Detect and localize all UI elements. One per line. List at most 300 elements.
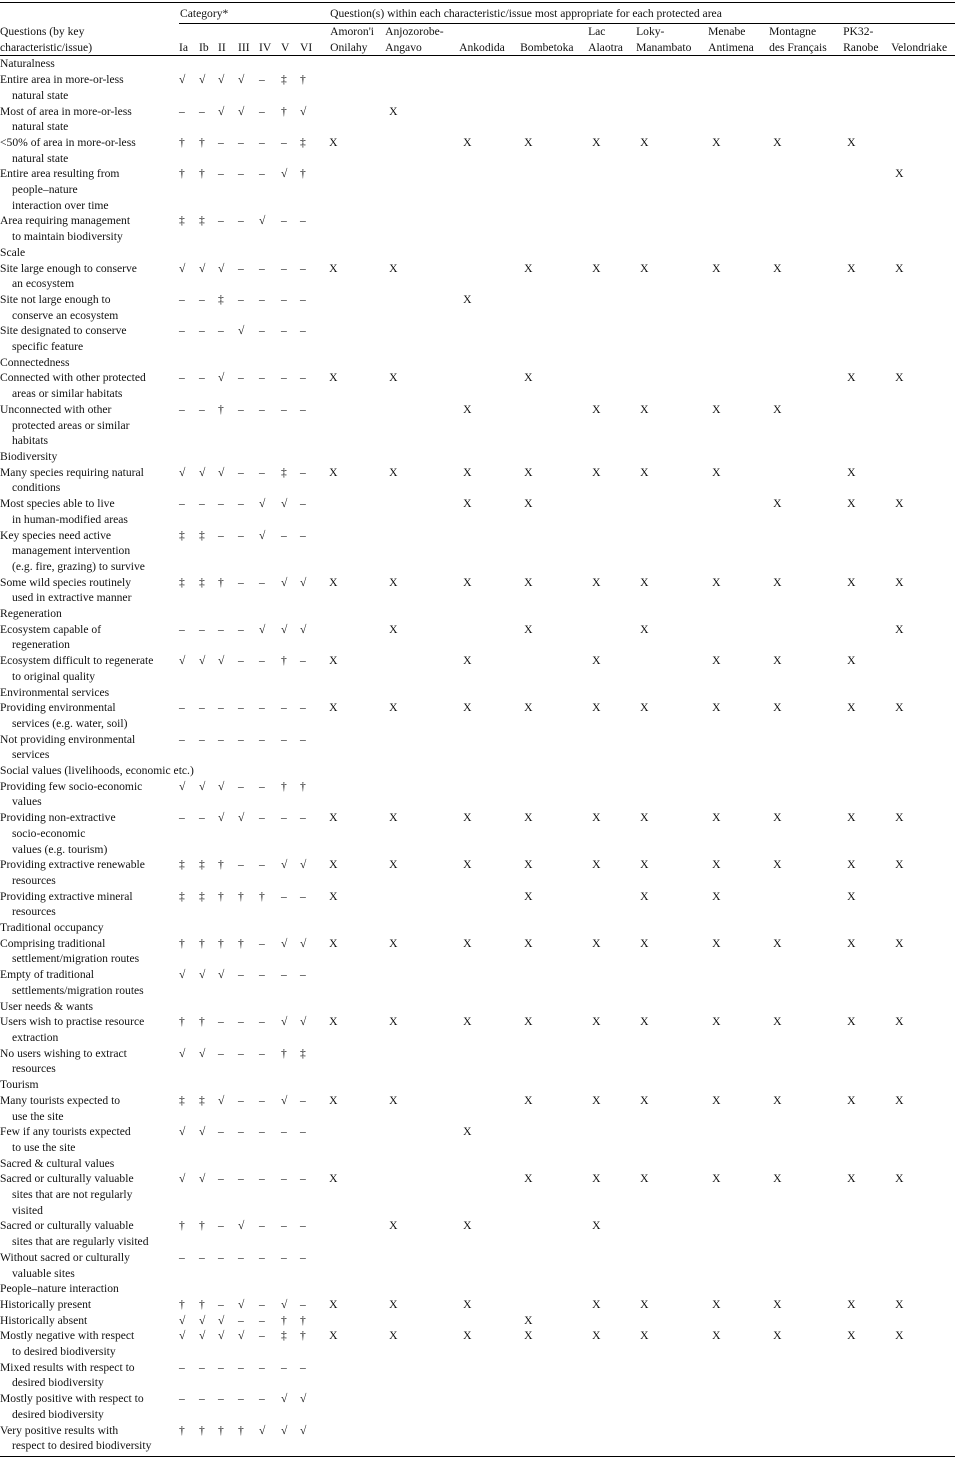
question-line: Ecosystem difficult to regenerate [0,654,154,668]
category-mark: ‡ [179,575,185,589]
question-row [0,653,955,684]
question-row [0,1313,955,1329]
site-mark: X [895,497,904,511]
category-column-header: VI [300,24,325,56]
category-mark: – [238,1250,244,1264]
question-row [0,292,955,323]
site-mark: X [329,261,338,275]
category-mark: √ [281,1297,288,1311]
site-mark: X [640,889,649,903]
site-mark [588,496,636,527]
site-mark [636,213,708,244]
site-mark [325,323,385,354]
question-text [0,889,179,920]
site-header-line: Lac [588,25,606,38]
site-mark [843,1313,891,1329]
question-text [0,323,179,354]
category-mark: √ [238,811,245,825]
section-heading: Naturalness [0,57,55,71]
category-mark: – [238,1360,244,1374]
question-line: Many species requiring natural [0,465,144,479]
site-mark [769,1423,843,1454]
site-mark: X [773,701,782,715]
site-mark [636,370,708,401]
site-mark [708,1046,769,1077]
category-mark: ‡ [300,135,306,149]
category-mark: – [281,732,287,746]
site-mark: X [524,497,533,511]
section-row [0,355,955,371]
category-mark: – [238,465,244,479]
question-row [0,1124,955,1155]
site-mark: X [592,1329,601,1343]
category-mark: – [300,1125,306,1139]
site-mark [385,732,459,763]
site-mark [708,1218,769,1249]
site-mark: X [524,1015,533,1029]
category-mark: – [238,1093,244,1107]
site-mark: X [592,701,601,715]
category-mark: – [218,1219,224,1233]
category-mark: – [259,73,265,87]
site-mark [708,323,769,354]
site-mark [520,72,588,103]
category-mark: – [218,1392,224,1406]
category-mark: – [238,1172,244,1186]
site-mark [708,1423,769,1454]
question-line: Providing environmental [0,701,116,715]
site-mark: X [463,575,472,589]
site-mark [708,1391,769,1422]
question-row [0,370,955,401]
site-mark: X [592,1015,601,1029]
site-mark: X [640,1172,649,1186]
site-mark [459,1093,520,1124]
site-mark: X [847,701,856,715]
site-mark: X [712,701,721,715]
category-mark: – [300,701,306,715]
category-mark: √ [179,465,186,479]
site-mark [459,1171,520,1218]
site-mark [891,104,955,135]
site-mark [588,528,636,575]
category-mark: √ [199,1329,206,1343]
site-mark [843,622,891,653]
question-line: Most of area in more-or-less [0,104,132,118]
category-mark: √ [218,1093,225,1107]
site-mark [769,1250,843,1281]
category-mark: – [238,528,244,542]
site-mark [636,1423,708,1454]
question-line: to maintain biodiversity [12,230,123,244]
site-mark: X [389,1219,398,1233]
category-mark: † [281,1046,287,1060]
category-mark: – [218,732,224,746]
site-mark [769,528,843,575]
category-mark: – [259,858,265,872]
category-mark: – [179,622,185,636]
site-mark: X [773,1172,782,1186]
question-line: sites that are regularly visited [12,1235,149,1249]
category-mark: – [238,622,244,636]
site-mark [636,1046,708,1077]
category-mark: ‡ [179,889,185,903]
site-mark [385,779,459,810]
site-mark [769,1218,843,1249]
site-mark [325,732,385,763]
site-mark [769,292,843,323]
category-mark: √ [281,167,288,181]
site-mark [843,104,891,135]
category-mark: – [259,936,265,950]
category-mark: † [179,135,185,149]
category-mark: – [179,1360,185,1374]
site-mark [588,1124,636,1155]
category-mark: – [259,135,265,149]
site-mark [520,653,588,684]
category-mark: √ [218,261,225,275]
site-mark: X [847,575,856,589]
question-line: an ecosystem [12,277,75,291]
question-row [0,779,955,810]
question-row [0,323,955,354]
category-mark: – [281,1250,287,1264]
category-mark: – [259,1046,265,1060]
category-mark: – [238,575,244,589]
question-line: values [12,795,42,809]
site-mark: X [773,858,782,872]
category-mark: – [199,104,205,118]
site-mark [325,967,385,998]
question-text [0,402,179,449]
category-mark: √ [238,324,245,338]
site-mark: X [389,858,398,872]
site-mark [891,1391,955,1422]
site-mark [385,1250,459,1281]
site-mark [636,1250,708,1281]
question-text [0,104,179,135]
question-text [0,1297,179,1313]
site-mark [769,967,843,998]
category-mark: √ [218,371,225,385]
question-text [0,1046,179,1077]
category-mark: ‡ [199,528,205,542]
category-mark: – [179,371,185,385]
site-mark: X [389,104,398,118]
category-mark: √ [300,858,307,872]
category-mark: √ [199,779,206,793]
category-mark: ‡ [281,465,287,479]
category-mark: – [300,968,306,982]
site-mark: X [847,1297,856,1311]
question-row [0,1360,955,1391]
category-mark: – [300,292,306,306]
question-row [0,575,955,606]
site-column-header [459,24,520,56]
category-mark: – [300,261,306,275]
site-mark [325,528,385,575]
category-mark: √ [179,1046,186,1060]
question-line: natural state [12,120,69,134]
question-line: Key species need active [0,528,112,542]
site-column-header [325,24,385,56]
site-mark: X [592,465,601,479]
site-mark: X [463,1297,472,1311]
category-mark: – [259,324,265,338]
question-line: socio-economic [12,826,86,840]
category-mark: √ [238,1219,245,1233]
category-mark: – [259,1313,265,1327]
site-mark: X [592,575,601,589]
question-line: Empty of traditional [0,968,95,982]
site-mark [891,1250,955,1281]
site-mark: X [895,858,904,872]
category-mark: √ [238,104,245,118]
site-mark: X [773,654,782,668]
site-mark: X [463,1125,472,1139]
category-mark: – [281,1172,287,1186]
category-mark: – [238,1015,244,1029]
site-mark [520,732,588,763]
category-mark: – [238,732,244,746]
category-mark: √ [218,104,225,118]
site-mark: X [712,936,721,950]
category-mark: √ [300,1423,307,1437]
site-header-line: Ranobe [843,40,879,54]
site-mark: X [895,167,904,181]
category-mark: † [179,936,185,950]
site-mark [843,323,891,354]
section-row [0,245,955,261]
question-line: values (e.g. tourism) [12,842,108,856]
question-text [0,1093,179,1124]
category-mark: – [179,402,185,416]
category-mark: – [199,1392,205,1406]
site-mark: X [524,1313,533,1327]
site-mark [325,292,385,323]
category-mark: † [218,402,224,416]
site-mark: X [389,1297,398,1311]
site-mark [459,213,520,244]
category-mark: – [300,402,306,416]
category-mark: ‡ [281,1329,287,1343]
site-mark: X [895,1329,904,1343]
question-line: to use the site [12,1140,76,1154]
category-mark: † [199,1423,205,1437]
site-mark [520,166,588,213]
category-mark: – [259,968,265,982]
site-mark [769,323,843,354]
question-text [0,857,179,888]
question-line: settlement/migration routes [12,952,140,966]
question-text [0,261,179,292]
category-mark: – [238,968,244,982]
site-mark [459,323,520,354]
site-mark: X [329,654,338,668]
category-mark: – [218,1015,224,1029]
site-mark [325,1391,385,1422]
site-mark: X [329,1172,338,1186]
category-mark: √ [199,1046,206,1060]
site-mark: X [847,371,856,385]
category-mark: √ [199,654,206,668]
site-mark [636,166,708,213]
category-mark: √ [218,1329,225,1343]
category-mark: – [199,811,205,825]
site-mark [636,732,708,763]
section-heading: Social values (livelihoods, economic etc.) [0,764,194,778]
site-mark [636,1391,708,1422]
site-mark: X [524,811,533,825]
category-mark: † [179,167,185,181]
site-mark: X [389,811,398,825]
site-mark: X [463,654,472,668]
question-line: specific feature [12,340,84,354]
site-mark [459,1250,520,1281]
site-header-line: Bombetoka [520,40,574,54]
site-mark: X [773,497,782,511]
category-mark: – [259,1015,265,1029]
site-mark: X [773,135,782,149]
category-mark: – [199,497,205,511]
category-mark: √ [300,575,307,589]
category-mark: √ [300,622,307,636]
site-mark [843,732,891,763]
question-line: Entire area resulting from [0,167,120,181]
site-mark: X [712,575,721,589]
site-mark: X [773,1015,782,1029]
section-heading: People–nature interaction [0,1282,119,1296]
question-line: Sacred or culturally valuable [0,1219,134,1233]
question-row [0,1297,955,1313]
category-mark: – [281,292,287,306]
site-mark: X [773,936,782,950]
site-mark [325,402,385,449]
category-mark: – [238,497,244,511]
category-label: Category* [180,7,229,20]
site-mark: X [773,261,782,275]
category-mark: – [179,1250,185,1264]
category-mark: √ [281,936,288,950]
site-mark: X [592,402,601,416]
site-mark: X [712,858,721,872]
questions-column-header [0,24,179,56]
question-line: desired biodiversity [12,1376,104,1390]
category-mark: √ [281,497,288,511]
category-mark: √ [179,968,186,982]
category-mark: † [199,936,205,950]
category-mark: – [259,292,265,306]
section-row [0,606,955,622]
category-mark: – [300,465,306,479]
question-row [0,402,955,449]
site-mark [325,1218,385,1249]
question-line: extraction [12,1031,59,1044]
site-mark [385,135,459,166]
site-mark: X [895,371,904,385]
category-mark: √ [281,1392,288,1406]
site-mark: X [389,261,398,275]
category-mark: √ [281,575,288,589]
site-mark: X [895,1172,904,1186]
site-mark [708,779,769,810]
site-mark [459,732,520,763]
question-line: resources [12,1062,56,1076]
section-row [0,999,955,1015]
category-mark: √ [199,465,206,479]
site-column-header [891,24,955,56]
site-mark [843,1250,891,1281]
site-mark: X [524,701,533,715]
category-mark: – [259,371,265,385]
site-mark: X [389,701,398,715]
site-mark [588,1313,636,1329]
category-mark: – [218,1172,224,1186]
question-line: services (e.g. water, soil) [12,716,128,730]
category-mark: † [218,858,224,872]
question-line: regeneration [12,638,70,652]
question-text [0,528,179,575]
question-text [0,1360,179,1391]
site-header-line: Anjozorobe- [385,25,444,38]
category-mark: √ [281,1015,288,1029]
category-mark: – [259,261,265,275]
question-text [0,1171,179,1218]
category-mark: – [300,214,306,228]
site-mark [385,213,459,244]
category-column-header: Ia [179,24,199,56]
category-mark: √ [218,1313,225,1327]
site-mark [769,465,843,496]
question-line: Without sacred or culturally [0,1250,130,1264]
question-line: protected areas or similar [12,418,130,432]
question-line: (e.g. fire, grazing) to survive [12,559,145,573]
site-mark [459,166,520,213]
category-mark: – [281,701,287,715]
site-mark: X [847,889,856,903]
site-mark [520,292,588,323]
site-mark [520,1423,588,1454]
site-mark: X [389,1015,398,1029]
question-line: conserve an ecosystem [12,308,119,322]
category-mark: – [199,1250,205,1264]
question-text [0,135,179,166]
question-text [0,575,179,606]
site-mark [588,292,636,323]
category-mark: √ [199,73,206,87]
site-mark [385,1124,459,1155]
site-mark [891,967,955,998]
question-line: Connected with other protected [0,371,146,385]
site-mark [708,732,769,763]
site-mark [588,732,636,763]
question-row [0,622,955,653]
site-mark: X [524,135,533,149]
category-mark: † [199,1219,205,1233]
site-mark: X [592,1297,601,1311]
category-mark: † [300,779,306,793]
category-mark: – [300,497,306,511]
site-mark: X [592,261,601,275]
category-mark: † [281,654,287,668]
question-line: to original quality [12,669,96,683]
category-mark: † [179,1219,185,1233]
section-heading: Connectedness [0,355,70,369]
category-mark: † [179,1423,185,1437]
category-mark: – [179,324,185,338]
category-mark: – [238,214,244,228]
category-mark: † [199,1015,205,1029]
